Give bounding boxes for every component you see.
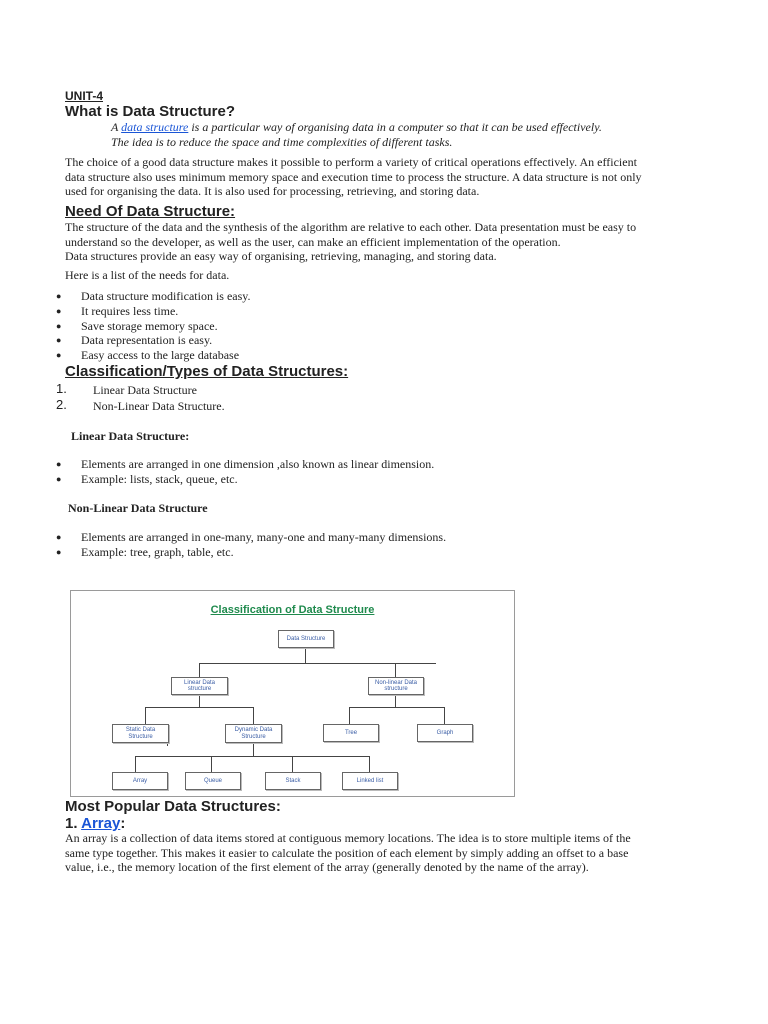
unit-label: UNIT-4: [65, 89, 104, 103]
diagram-node-linear: Linear Data structure: [171, 677, 228, 695]
diagram-node-tree: Tree: [323, 724, 379, 742]
bullet-icon: ●: [56, 532, 62, 542]
bullet-icon: ●: [56, 350, 62, 361]
connector-line: [145, 707, 253, 708]
diagram-node-linked-list: Linked list: [342, 772, 398, 790]
diagram-node-static: Static Data Structure: [112, 724, 169, 743]
connector-line: [211, 756, 212, 772]
heading-what-is-data-structure: What is Data Structure?: [65, 103, 236, 120]
intro-suffix: is a particular way of organising data in a computer so that it can be used effectively.: [188, 120, 602, 134]
connector-line: [199, 663, 436, 664]
list-item: ● Elements are arranged in one-many, many-one and many-many dimensions.: [56, 530, 447, 544]
heading-need: Need Of Data Structure:: [65, 203, 236, 220]
heading-classification: Classification/Types of Data Structures:: [65, 363, 349, 380]
diagram-title: Classification of Data Structure: [210, 604, 375, 616]
connector-line: [253, 707, 254, 724]
array-link[interactable]: Array: [81, 815, 121, 832]
paragraph-line: same type together. This makes it easier to calculate the position of each element by simply adding an offset to a base: [65, 845, 629, 860]
bullet-icon: ●: [56, 459, 62, 469]
diagram-node-array: Array: [112, 772, 168, 790]
intro-line-1: [111, 120, 602, 135]
intro-line-2: The idea is to reduce the space and time complexities of different tasks.: [111, 135, 453, 149]
connector-line: [369, 756, 370, 772]
nonlinear-list: [56, 530, 446, 560]
connector-line: [305, 647, 306, 663]
array-heading: 1. Array:: [65, 815, 126, 832]
list-item: 2. Non-Linear Data Structure.: [56, 397, 225, 413]
paragraph-need: [65, 220, 636, 264]
bullet-icon: ●: [56, 473, 62, 484]
types-list: [56, 382, 225, 414]
connector-line: [292, 756, 293, 772]
list-item: ● Save storage memory space.: [56, 318, 218, 333]
paragraph-line: value, i.e., the memory location of the first element of the array (generally denoted by the name of the array).: [65, 860, 589, 875]
diagram-node-stack: Stack: [265, 772, 321, 790]
heading-popular: Most Popular Data Structures:: [65, 798, 281, 815]
linear-list: [56, 457, 434, 487]
bullet-icon: ●: [56, 335, 62, 346]
paragraph-line: data structure also uses minimum memory space and execution time to process the structure. A data structure is not only: [65, 169, 642, 184]
connector-line: [199, 694, 200, 707]
paragraph-choice: [65, 155, 642, 199]
connector-line: [135, 756, 369, 757]
paragraph-line: The structure of the data and the synthesis of the algorithm are relative to each other. Data presentation must be easy to: [65, 220, 637, 234]
bullet-icon: ●: [56, 305, 62, 316]
paragraph-array: [65, 831, 631, 875]
bullet-icon: ●: [56, 546, 62, 557]
list-item: ● Easy access to the large database: [56, 348, 240, 363]
connector-line: [395, 694, 396, 707]
list-item: ● It requires less time.: [56, 303, 179, 318]
intro-prefix: A: [111, 120, 122, 134]
linear-heading: Linear Data Structure:: [71, 429, 190, 443]
diagram-node-queue: Queue: [185, 772, 241, 790]
needs-list: [56, 289, 251, 363]
connector-line: [199, 663, 200, 677]
bullet-icon: ●: [56, 291, 62, 301]
connector-line: [145, 707, 146, 724]
diagram-node-dynamic: Dynamic Data Structure: [225, 724, 282, 743]
paragraph-line: Data structures provide an easy way of organising, retrieving, managing, and storing data.: [65, 249, 497, 264]
connector-line: [349, 707, 444, 708]
list-item: 1. Linear Data Structure: [56, 381, 197, 397]
connector-line: [395, 663, 396, 677]
paragraph-line: An array is a collection of data items stored at contiguous memory locations. The idea is to store multiple items of the: [65, 831, 631, 845]
nonlinear-heading: Non-Linear Data Structure: [68, 501, 208, 515]
connector-line: [135, 756, 136, 772]
list-item: ● Example: tree, graph, table, etc.: [56, 544, 234, 559]
list-item: ● Example: lists, stack, queue, etc.: [56, 471, 238, 486]
paragraph-line: The choice of a good data structure makes it possible to perform a variety of critical operations effectively. An efficient: [65, 155, 637, 169]
connector-line: [349, 707, 350, 724]
bullet-icon: ●: [56, 320, 62, 331]
diagram-node-data-structure: Data Structure: [278, 630, 334, 648]
diagram-node-nonlinear: Non-linear Data structure: [368, 677, 424, 695]
paragraph-line: understand so the developer, as well as the user, can make an efficient implementation of the operation.: [65, 234, 561, 249]
connector-line: [444, 707, 445, 724]
paragraph-line: used for organising the data. It is also used for processing, retrieving, and storing data.: [65, 184, 480, 199]
connector-line: [253, 742, 254, 756]
data-structure-link[interactable]: data structure: [121, 120, 189, 134]
classification-diagram: [70, 590, 515, 797]
needs-intro: Here is a list of the needs for data.: [65, 268, 230, 282]
list-item: ● Elements are arranged in one dimension ,also known as linear dimension.: [56, 457, 435, 471]
diagram-node-graph: Graph: [417, 724, 473, 742]
list-item: ● Data structure modification is easy.: [56, 289, 251, 303]
list-item: ● Data representation is easy.: [56, 333, 213, 348]
